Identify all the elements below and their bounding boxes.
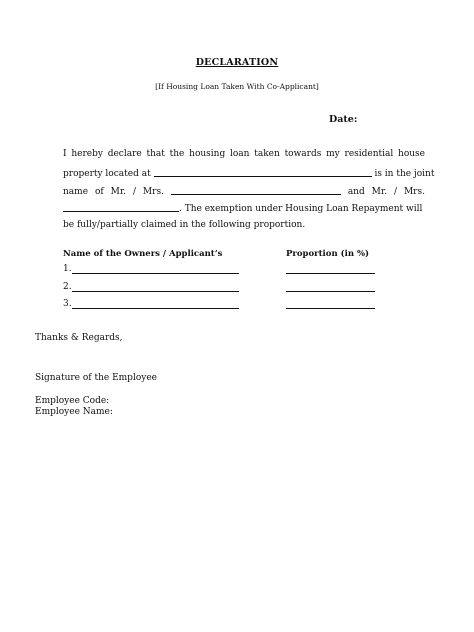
proportion-column-header: Proportion (in %) — [286, 249, 370, 259]
first-owner-name-blank[interactable] — [171, 184, 341, 195]
proportion-blank-1[interactable] — [286, 273, 375, 274]
paragraph-line-4: . The exemption under Housing Loan Repayment will — [63, 199, 425, 219]
owner-name-blank-1[interactable] — [72, 273, 239, 274]
employee-name-label: Employee Name: — [35, 407, 113, 417]
closing-text: Thanks & Regards, — [35, 333, 123, 343]
signature-label: Signature of the Employee — [35, 373, 157, 383]
paragraph-line-1: I hereby declare that the housing loan taken towards my residential house — [63, 149, 425, 159]
owner-name-blank-2[interactable] — [72, 291, 239, 292]
paragraph-line-5: be fully/partially claimed in the following proportion. — [63, 220, 306, 230]
row-number: 1. — [63, 264, 72, 274]
owners-column-header: Name of the Owners / Applicant’s — [63, 249, 223, 259]
document-subtitle: [If Housing Loan Taken With Co-Applicant] — [155, 82, 319, 91]
second-owner-name-blank[interactable] — [63, 201, 179, 212]
owner-name-blank-3[interactable] — [72, 308, 239, 309]
row-number: 2. — [63, 282, 72, 292]
proportion-blank-3[interactable] — [286, 308, 375, 309]
proportion-blank-2[interactable] — [286, 291, 375, 292]
employee-code-label: Employee Code: — [35, 396, 110, 406]
paragraph-line-2: property located at is in the joint — [63, 164, 425, 184]
document-title: DECLARATION — [195, 57, 279, 68]
paragraph-line-3: name of Mr. / Mrs. and Mr. / Mrs. — [63, 182, 425, 202]
property-location-blank[interactable] — [154, 166, 372, 177]
date-label: Date: — [329, 114, 358, 125]
row-number: 3. — [63, 299, 72, 309]
